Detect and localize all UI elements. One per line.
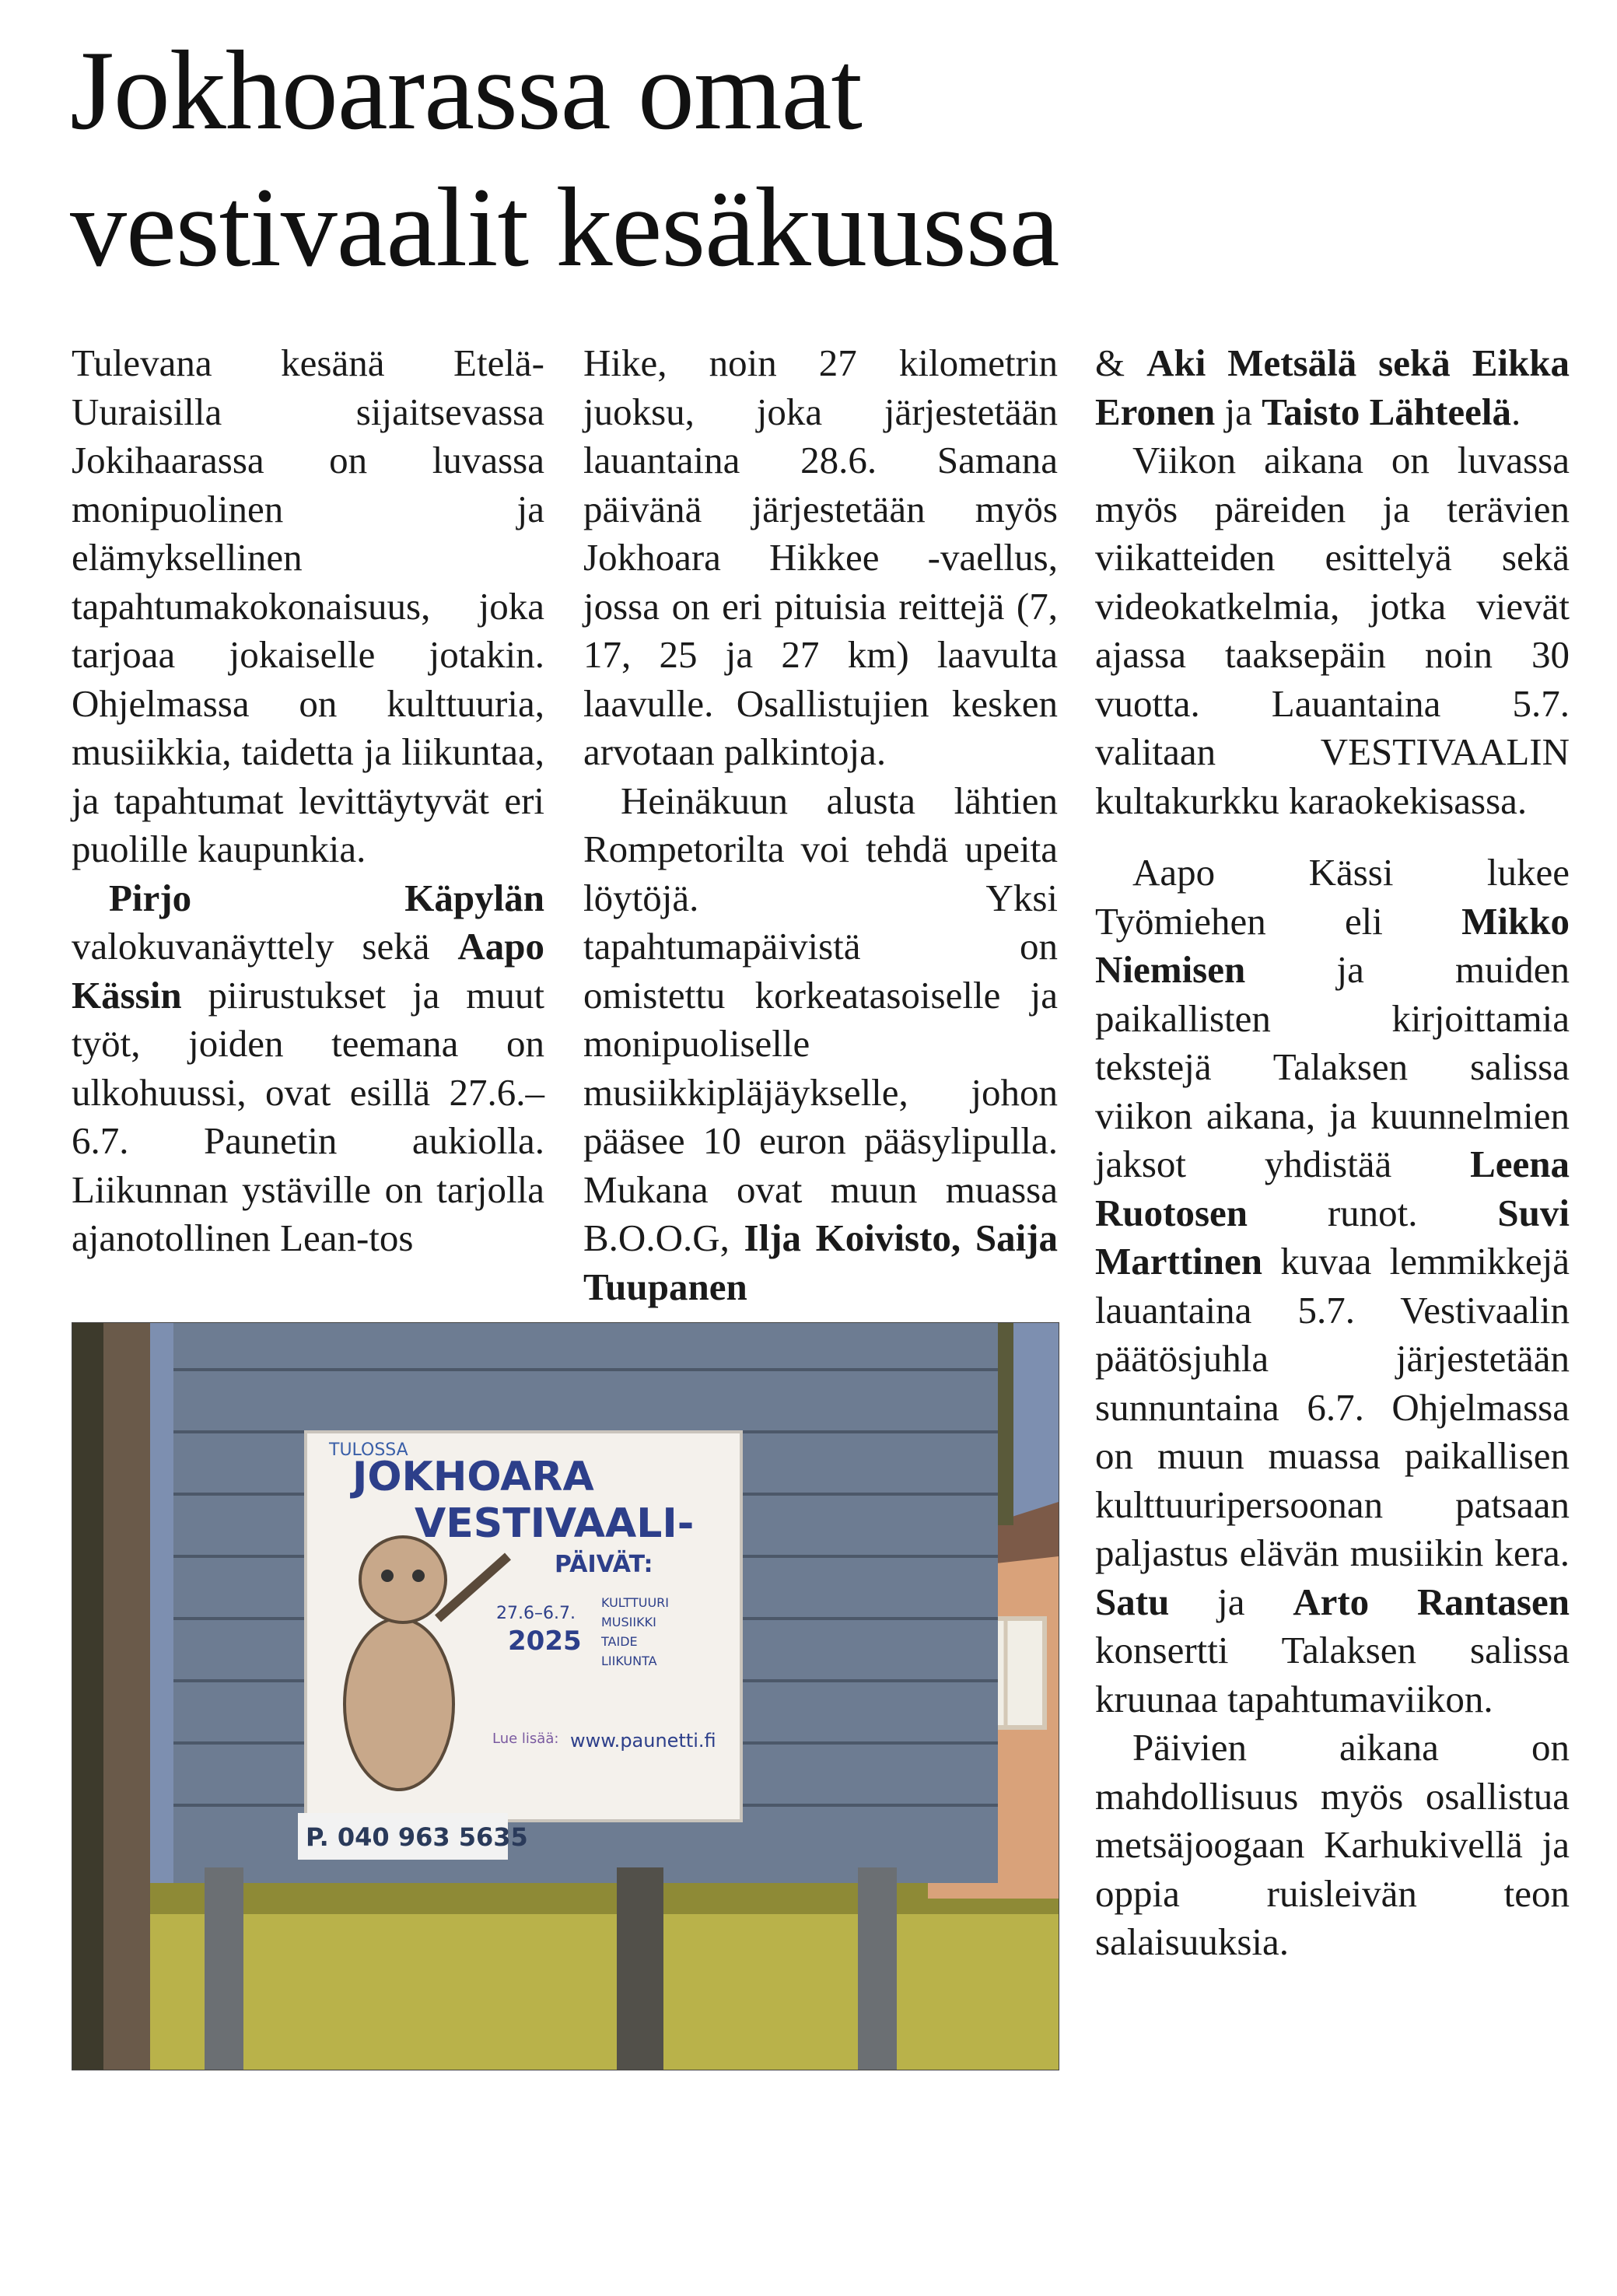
paragraph-text: konsertti Talaksen salissa kruunaa tapahtumaviikon.: [1095, 1629, 1570, 1720]
paragraph-text: runot.: [1248, 1191, 1498, 1234]
person-name: Pirjo Käpylän: [109, 876, 544, 919]
paragraph-text: piirustukset ja muut työt, joiden teemana on ulkohuussi, ovat esillä 27.6.–6.7. Paunetin aukiolla. Liikunnan ystäville on tarjolla ajanotollinen Lean-tos: [72, 973, 544, 1259]
paragraph-text: ja: [1215, 390, 1262, 433]
poster-title-line-2: VESTIVAALI-: [415, 1500, 695, 1547]
poster-dates: 27.6–6.7.: [496, 1604, 576, 1623]
paragraph: [1095, 436, 1570, 825]
person-name: Aapo Kässin: [72, 925, 544, 1017]
paragraph-text: ja muiden paikallisten kirjoittamia tekstejä Talaksen salissa viikon aikana, ja kuunnelmien jaksot yhdistää: [1095, 948, 1570, 1185]
paragraph-text: valokuvanäyttely sekä: [72, 925, 458, 968]
paragraph: [72, 339, 544, 874]
poster-read-more: Lue lisää:: [492, 1731, 559, 1747]
paragraph: [583, 777, 1058, 1312]
article-column-1: [72, 339, 544, 1263]
paragraph-text: Viikon aikana on luvassa myös päreiden ja terävien viikatteiden esittelyä sekä videokatkelmia, jotka vievät ajassa taaksepäin noin 30 vuotta. Lauantaina 5.7. valitaan VESTIVAALIN kultakurkku karaokekisassa.: [1095, 439, 1570, 822]
person-name: Mikko Niemisen: [1095, 899, 1570, 991]
paragraph-text: Heinäkuun alusta lähtien Rompetorilta voi tehdä upeita löytöjä. Yksi tapahtumapäivistä on omistettu korkeatasoiselle ja monipuoliselle musiikkipläjäykselle, johon pääsee 10 euron pääsylipulla. Mukana ovat muun muassa B.O.O.G,: [583, 779, 1058, 1259]
headline-line-1: Jokhoarassa omat: [70, 27, 862, 153]
poster-title-line-1: JOKHOARA: [352, 1454, 594, 1500]
poster-item: KULTTUURI: [601, 1595, 670, 1610]
paragraph-text: ja: [1169, 1580, 1293, 1623]
paragraph: [1095, 1724, 1570, 1967]
person-name: Satu: [1095, 1580, 1170, 1623]
headline-line-2: vestivaalit kesäkuussa: [70, 164, 1059, 290]
article-column-3: [1095, 339, 1570, 2144]
poster-item: MUSIIKKI: [601, 1615, 656, 1629]
poster-tulossa: TULOSSA: [329, 1440, 408, 1460]
headline: [70, 22, 1548, 296]
paragraph-text: .: [1510, 390, 1521, 433]
person-name: Taisto Lähteelä: [1262, 390, 1511, 433]
paragraph-text: Päivien aikana on mahdollisuus myös osallistua metsäjoogaan Karhukivellä ja oppia ruisleivän teon salaisuuksia.: [1095, 1726, 1570, 1963]
paragraph: [583, 339, 1058, 777]
poster-url: www.paunetti.fi: [570, 1730, 716, 1752]
paragraph-text: &: [1095, 341, 1147, 384]
paragraph: [1095, 339, 1570, 436]
paragraph: [72, 874, 544, 1263]
poster-title-line-3: PÄIVÄT:: [555, 1551, 653, 1578]
paragraph-text: Aapo Kässi lukee Työmiehen eli: [1095, 851, 1570, 943]
paragraph-text: kuvaa lemmikkejä lauantaina 5.7. Vestivaalin päätösjuhla järjestetään sunnuntaina 6.7. Ohjelmassa on muun muassa paikallisen kulttuuripersoonan patsaan paljastus elävän musiikin kera.: [1095, 1240, 1570, 1574]
person-name: Aki Metsälä sekä Eikka Eronen: [1095, 341, 1570, 433]
poster-item: LIIKUNTA: [601, 1654, 657, 1668]
person-name: Suvi Marttinen: [1095, 1191, 1570, 1283]
person-name: Ilja Koivisto, Saija Tuupanen: [583, 1216, 1058, 1308]
article-column-2: [583, 339, 1058, 1311]
poster-year: 2025: [508, 1626, 582, 1657]
poster-item: TAIDE: [601, 1634, 638, 1649]
person-name: Leena Ruotosen: [1095, 1143, 1570, 1234]
article-photo: [72, 1322, 1059, 2070]
paragraph-text: Tulevana kesänä Etelä-Uuraisilla sijaitsevassa Jokihaarassa on luvassa monipuolinen ja elämyksellinen tapahtumakokonaisuus, joka tarjoaa jokaiselle jotakin. Ohjelmassa on kulttuuria, musiikkia, taidetta ja liikuntaa, ja tapahtumat levittäytyvät eri puolille kaupunkia.: [72, 341, 544, 870]
poster-phone: P. 040 963 5635: [306, 1822, 528, 1852]
paragraph-text: Hike, noin 27 kilometrin juoksu, joka järjestetään lauantaina 28.6. Samana päivänä järjestetään myös Jokhoara Hikkee -vaellus, jossa on eri pituisia reittejä (7, 17, 25 ja 27 km) laavulta laavulle. Osallistujien kesken arvotaan palkintoja.: [583, 341, 1058, 773]
person-name: Arto Rantasen: [1293, 1580, 1570, 1623]
paragraph: [1095, 849, 1570, 1724]
